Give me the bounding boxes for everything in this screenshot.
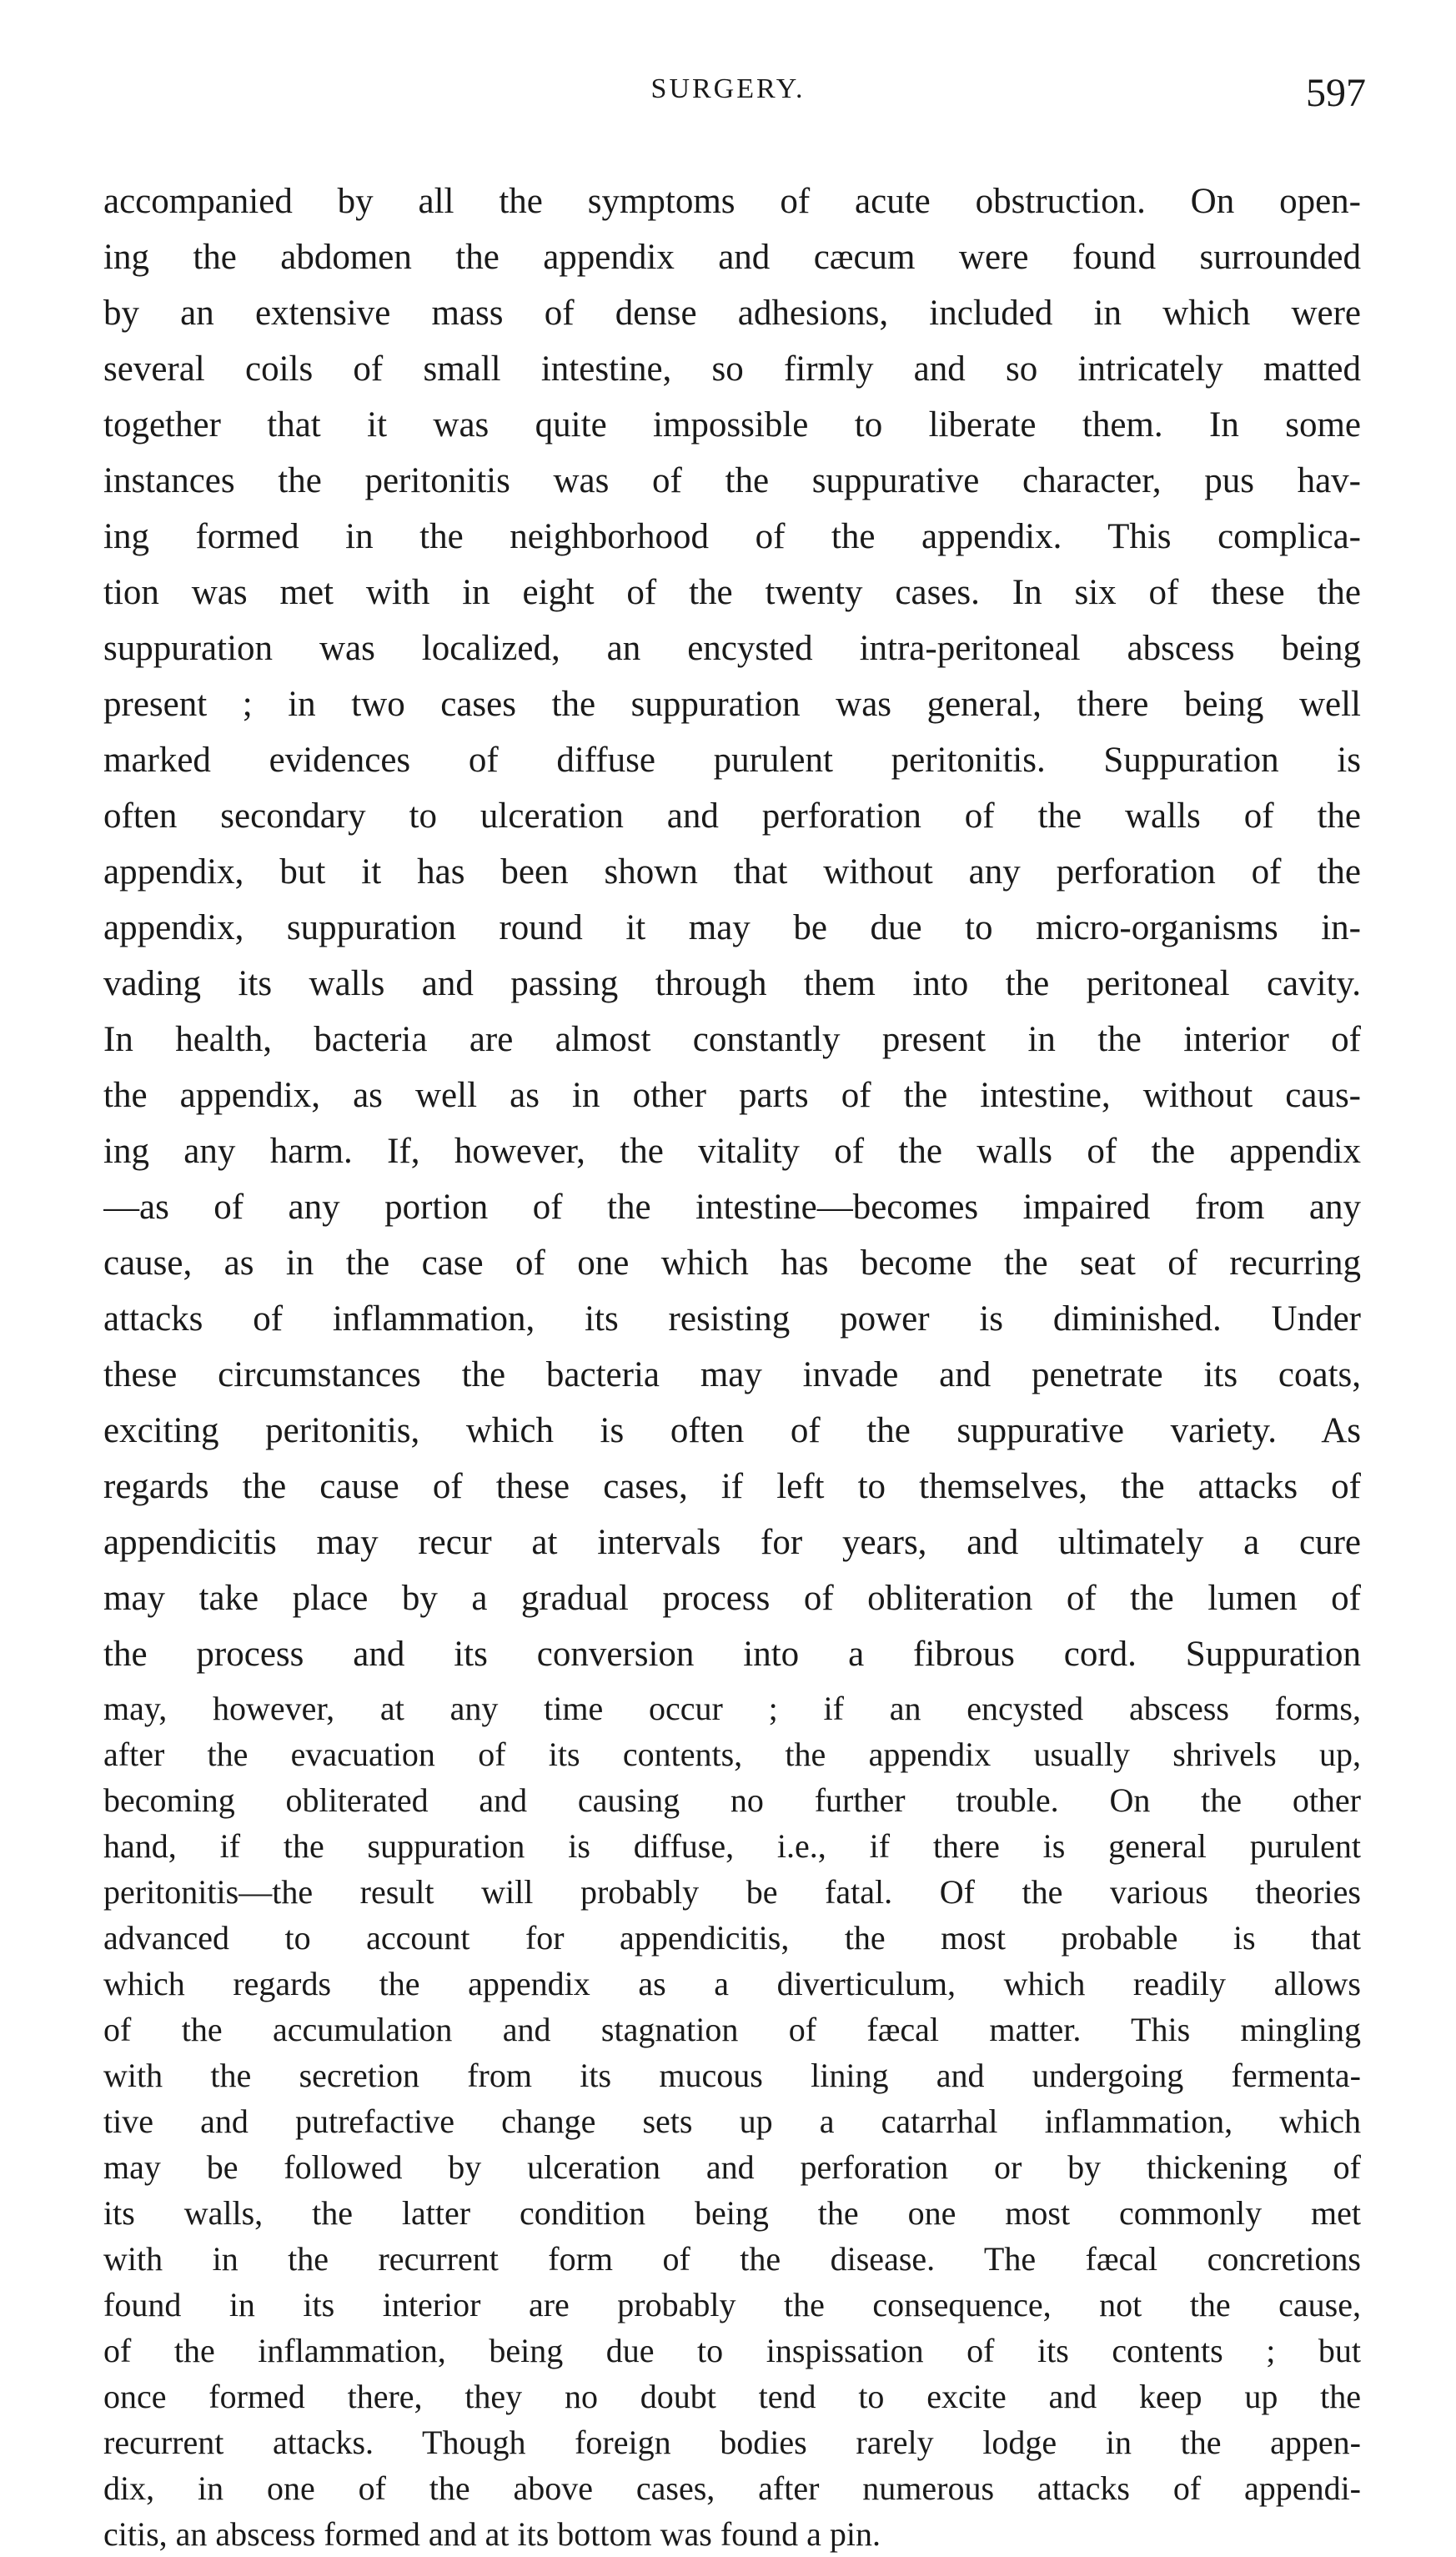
text-line: appendix, suppuration round it may be due to micro-organisms in-	[103, 908, 1361, 947]
text-line: after the evacuation of its contents, the appendix usually shrivels up,	[103, 1736, 1361, 1773]
text-line: In health, bacteria are almost constantly present in the interior of	[103, 1020, 1361, 1059]
text-line: citis, an abscess formed and at its bottom was found a pin.	[103, 2515, 881, 2553]
text-line: vading its walls and passing through them into the peritoneal cavity.	[103, 964, 1361, 1003]
text-line: the process and its conversion into a fibrous cord. Suppuration	[103, 1635, 1361, 1674]
text-line: may, however, at any time occur ; if an encysted abscess forms,	[103, 1690, 1361, 1727]
text-block-small-type	[103, 1685, 1361, 2557]
text-line: may be followed by ulceration and perforation or by thickening of	[103, 2148, 1361, 2186]
text-line: of the accumulation and stagnation of fæcal matter. This mingling	[103, 2011, 1361, 2048]
text-line: suppuration was localized, an encysted intra-peritoneal abscess being	[103, 629, 1361, 668]
text-line: dix, in one of the above cases, after numerous attacks of appendi-	[103, 2469, 1361, 2507]
text-line: may take place by a gradual process of obliteration of the lumen of	[103, 1579, 1361, 1618]
text-line: marked evidences of diffuse purulent peritonitis. Suppuration is	[103, 741, 1361, 780]
text-line: appendix, but it has been shown that without any perforation of the	[103, 852, 1361, 892]
text-line: once formed there, they no doubt tend to excite and keep up the	[103, 2378, 1361, 2415]
text-line: recurrent attacks. Though foreign bodies rarely lodge in the appen-	[103, 2424, 1361, 2461]
running-head	[0, 73, 1456, 123]
running-title: SURGERY.	[650, 73, 806, 104]
text-line: these circumstances the bacteria may invade and penetrate its coats,	[103, 1355, 1361, 1394]
text-line: the appendix, as well as in other parts of the intestine, without caus-	[103, 1076, 1361, 1115]
text-line: together that it was quite impossible to liberate them. In some	[103, 405, 1361, 445]
text-line: tion was met with in eight of the twenty cases. In six of these the	[103, 573, 1361, 612]
text-line: becoming obliterated and causing no further trouble. On the other	[103, 1781, 1361, 1819]
text-line: accompanied by all the symptoms of acute obstruction. On open-	[103, 182, 1361, 221]
body-text	[103, 173, 1361, 2557]
text-line: —as of any portion of the intestine—becomes impaired from any	[103, 1188, 1361, 1227]
text-line: instances the peritonitis was of the suppurative character, pus hav-	[103, 461, 1361, 500]
text-line: exciting peritonitis, which is often of the suppurative variety. As	[103, 1411, 1361, 1450]
text-line: present ; in two cases the suppuration was general, there being well	[103, 685, 1361, 724]
text-line: ing formed in the neighborhood of the appendix. This complica-	[103, 517, 1361, 556]
text-line: attacks of inflammation, its resisting power is diminished. Under	[103, 1299, 1361, 1339]
text-line: several coils of small intestine, so firmly and so intricately matted	[103, 349, 1361, 389]
text-line: which regards the appendix as a diverticulum, which readily allows	[103, 1965, 1361, 2002]
text-line: appendicitis may recur at intervals for years, and ultimately a cure	[103, 1523, 1361, 1562]
text-line: often secondary to ulceration and perforation of the walls of the	[103, 796, 1361, 836]
text-line: of the inflammation, being due to inspissation of its contents ; but	[103, 2332, 1361, 2369]
text-line: cause, as in the case of one which has become the seat of recurring	[103, 1243, 1361, 1283]
text-line: tive and putrefactive change sets up a catarrhal inflammation, which	[103, 2102, 1361, 2140]
text-line: its walls, the latter condition being the one most commonly met	[103, 2194, 1361, 2232]
text-line: peritonitis—the result will probably be fatal. Of the various theories	[103, 1873, 1361, 1911]
text-block-large-type	[103, 173, 1361, 1682]
text-line: hand, if the suppuration is diffuse, i.e., if there is general purulent	[103, 1827, 1361, 1865]
text-line: ing the abdomen the appendix and cæcum were found surrounded	[103, 238, 1361, 277]
text-line: ing any harm. If, however, the vitality of the walls of the appendix	[103, 1132, 1361, 1171]
page-number: 597	[1306, 71, 1366, 115]
text-line: by an extensive mass of dense adhesions, included in which were	[103, 294, 1361, 333]
text-line: with in the recurrent form of the disease. The fæcal concretions	[103, 2240, 1361, 2278]
text-line: advanced to account for appendicitis, the most probable is that	[103, 1919, 1361, 1957]
text-line: with the secretion from its mucous lining and undergoing fermenta-	[103, 2057, 1361, 2094]
text-line: found in its interior are probably the consequence, not the cause,	[103, 2286, 1361, 2323]
text-line: regards the cause of these cases, if left to themselves, the attacks of	[103, 1467, 1361, 1506]
